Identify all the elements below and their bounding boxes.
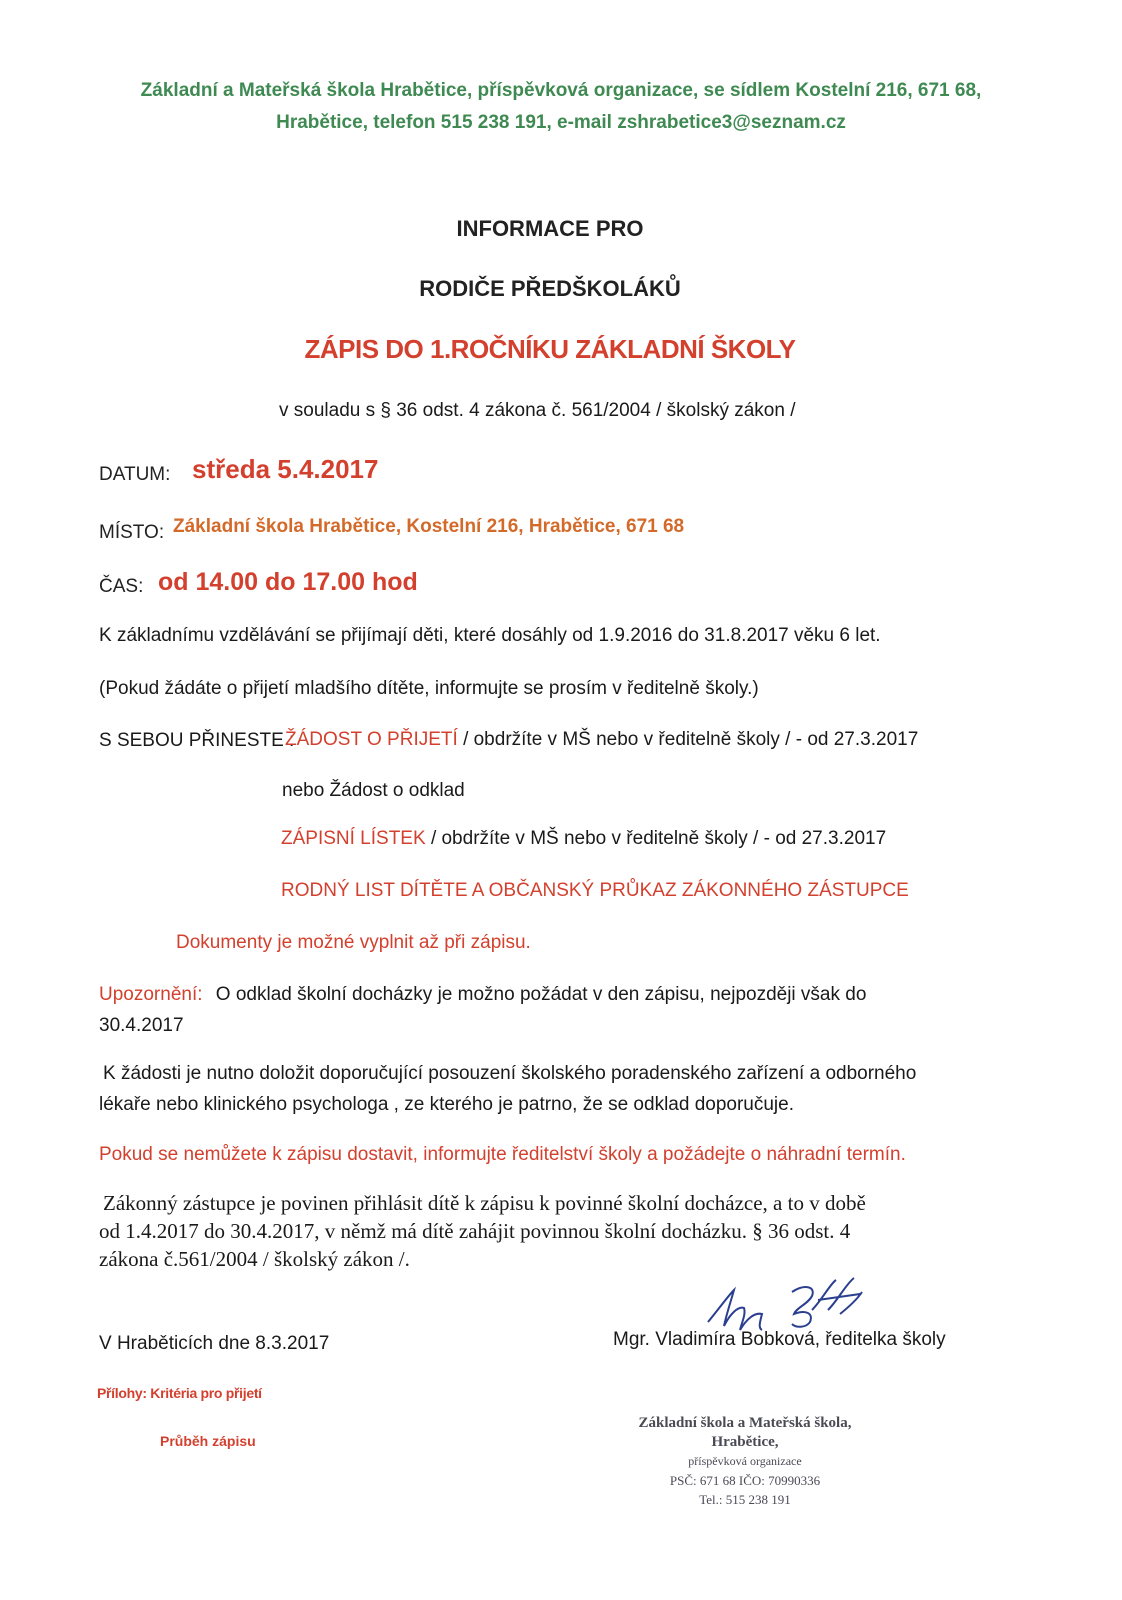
recommendation-line2: lékaře nebo klinického psychologa , ze kterého je patrno, že se odklad doporučuje. bbox=[99, 1094, 794, 1115]
title-zapis: ZÁPIS DO 1.ROČNÍKU ZÁKLADNÍ ŠKOLY bbox=[304, 334, 796, 364]
school-header-line2: Hrabětice, telefon 515 238 191, e-mail zshrabetice3@seznam.cz bbox=[276, 112, 846, 133]
warning-date: 30.4.2017 bbox=[99, 1015, 184, 1036]
school-stamp bbox=[600, 1414, 890, 1509]
misto-value: Základní škola Hrabětice, Kostelní 216, Hrabětice, 671 68 bbox=[173, 516, 685, 537]
bring-item-2 bbox=[281, 828, 886, 850]
item1-name: ŽÁDOST O PŘIJETÍ bbox=[285, 729, 458, 750]
signatory-name: Mgr. Vladimíra Bobková, ředitelka školy bbox=[613, 1329, 946, 1350]
bring-item-1b: nebo Žádost o odklad bbox=[282, 780, 465, 801]
stamp-line1: Základní škola a Mateřská škola, bbox=[638, 1415, 852, 1431]
stamp-line3: příspěvková organizace bbox=[688, 1454, 802, 1468]
datum-value: středa 5.4.2017 bbox=[192, 454, 379, 484]
place-date: V Hraběticích dne 8.3.2017 bbox=[99, 1333, 330, 1354]
legal-line2: od 1.4.2017 do 30.4.2017, v němž má dítě zahájit povinnou školní docházku. § 36 odst. 4 bbox=[99, 1219, 851, 1243]
attachment-criteria: Přílohy: Kritéria pro přijetí bbox=[97, 1385, 262, 1401]
stamp-line2: Hrabětice, bbox=[711, 1434, 779, 1450]
title-informace: INFORMACE PRO bbox=[456, 216, 644, 241]
docs-note: Dokumenty je možné vyplnit až při zápisu. bbox=[176, 932, 531, 953]
recommendation-line1: K žádosti je nutno doložit doporučující posouzení školského poradenského zařízení a odborného bbox=[103, 1063, 917, 1084]
eligibility-text: K základnímu vzdělávání se přijímají děti, které dosáhly od 1.9.2016 do 31.8.2017 věku 6 let. bbox=[99, 625, 881, 646]
misto-label: MÍSTO: bbox=[99, 522, 165, 543]
legal-line3: zákona č.561/2004 / školský zákon /. bbox=[99, 1247, 410, 1271]
legal-line1: Zákonný zástupce je povinen přihlásit dítě k zápisu k povinné školní docházce, a to v době bbox=[103, 1191, 866, 1215]
item2-detail: / obdržíte v MŠ nebo v ředitelně školy / - od 27.3.2017 bbox=[430, 828, 887, 849]
subtitle-law: v souladu s § 36 odst. 4 zákona č. 561/2004 / školský zákon / bbox=[279, 400, 796, 421]
warning-label: Upozornění: bbox=[99, 984, 203, 1005]
alternative-date-note: Pokud se nemůžete k zápisu dostavit, informujte ředitelství školy a požádejte o náhradní termín. bbox=[99, 1144, 906, 1165]
item2-name: ZÁPISNÍ LÍSTEK bbox=[281, 828, 426, 849]
item1-detail: / obdržíte v MŠ nebo v ředitelně školy / - od 27.3.2017 bbox=[463, 729, 919, 750]
stamp-line4: PSČ: 671 68 IČO: 70990336 bbox=[669, 1473, 821, 1488]
school-header-line1: Základní a Mateřská škola Hrabětice, příspěvková organizace, se sídlem Kostelní 216, 671 68, bbox=[140, 80, 982, 101]
stamp-line5: Tel.: 515 238 191 bbox=[699, 1492, 791, 1507]
cas-value: od 14.00 do 17.00 hod bbox=[158, 568, 418, 596]
younger-child-note: (Pokud žádáte o přijetí mladšího dítěte, informujte se prosím v ředitelně školy.) bbox=[99, 678, 759, 699]
datum-label: DATUM: bbox=[99, 464, 171, 485]
bring-label: S SEBOU PŘINESTE : bbox=[99, 730, 295, 751]
warning-line bbox=[99, 984, 866, 1006]
attachment-process: Průběh zápisu bbox=[160, 1433, 256, 1449]
bring-item-1 bbox=[285, 729, 918, 751]
bring-item-3: RODNÝ LIST DÍTĚTE A OBČANSKÝ PRŮKAZ ZÁKONNÉHO ZÁSTUPCE bbox=[281, 880, 909, 901]
warning-text: O odklad školní docházky je možno požádat v den zápisu, nejpozději však do bbox=[215, 984, 867, 1005]
cas-label: ČAS: bbox=[99, 576, 144, 597]
title-rodice: RODIČE PŘEDŠKOLÁKŮ bbox=[419, 276, 681, 301]
